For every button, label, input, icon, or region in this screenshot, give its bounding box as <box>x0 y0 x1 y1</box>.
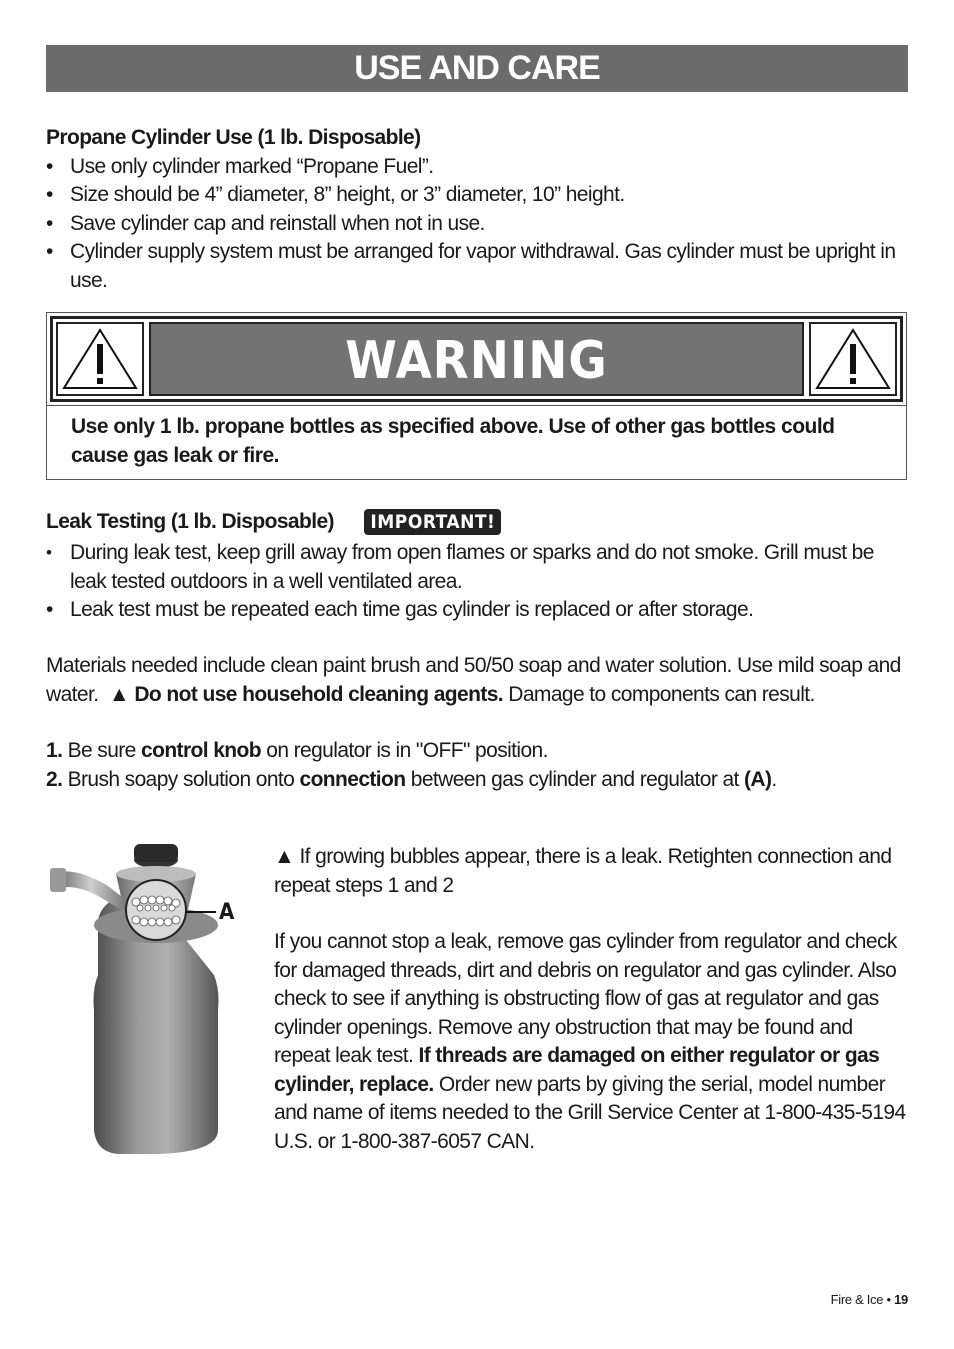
propane-cylinder-illustration <box>48 830 223 1155</box>
warning-triangle-right <box>809 322 897 396</box>
leak-fix-bold: If threads are damaged on either regulator or gas cylinder, replace. <box>274 1044 880 1096</box>
warning-box <box>46 312 907 480</box>
important-badge: IMPORTANT! <box>364 509 501 535</box>
step-text: on regulator is in "OFF" position. <box>266 739 548 762</box>
step-text: Brush soapy solution onto <box>67 768 295 791</box>
footer-separator: • <box>886 1292 891 1307</box>
section-title: USE AND CARE <box>354 49 600 87</box>
bubble-note <box>274 843 914 900</box>
step-item <box>46 766 906 795</box>
bullet-dot: • <box>46 598 53 621</box>
materials-paragraph <box>46 652 906 709</box>
leak-fix-paragraph <box>274 928 906 1156</box>
step-number: 1. <box>46 739 63 762</box>
propane-bullet: Use only cylinder marked “Propane Fuel”. <box>70 155 434 178</box>
step-text: Be sure <box>67 739 136 762</box>
propane-bullet: Save cylinder cap and reinstall when not in use. <box>70 212 485 235</box>
step-bold: (A) <box>744 768 772 791</box>
step-bold: control knob <box>141 739 261 762</box>
step-number: 2. <box>46 768 63 791</box>
leak-bullet: During leak test, keep grill away from open flames or sparks and do not smoke. Grill must be leak tested outdoors in a well ventilated area. <box>70 541 874 593</box>
propane-bullet: Cylinder supply system must be arranged for vapor withdrawal. Gas cylinder must be upright in use. <box>70 240 896 292</box>
bullet-dot: • <box>46 212 53 235</box>
warning-triangle-left <box>56 322 144 396</box>
propane-heading: Propane Cylinder Use (1 lb. Disposable) <box>46 126 421 149</box>
materials-tail: Damage to components can result. <box>508 682 815 706</box>
leak-fix-lead: If you cannot stop a leak, remove gas cylinder from regulator and check for damaged threads, dirt and debris on regulator and gas cylinder. Also check to see if anything is obstructing flow of gas at regulator and gas cylinder openings. Remove any obstruction that may be found and repeat leak test. <box>274 930 897 1067</box>
footer-brand: Fire & Ice <box>830 1292 884 1307</box>
page-number: 19 <box>894 1292 908 1307</box>
warning-title: WARNING <box>149 322 804 396</box>
materials-lead: Materials needed include clean paint brush and 50/50 soap and water solution. Use mild soap and water. <box>46 654 901 706</box>
step-bold: connection <box>299 768 406 791</box>
bullet-dot: • <box>46 240 53 263</box>
bubble-note-text: If growing bubbles appear, there is a leak. Retighten connection and repeat steps 1 and 2 <box>274 845 892 897</box>
step-item <box>46 737 906 766</box>
leak-bullet: Leak test must be repeated each time gas cylinder is replaced or after storage. <box>70 598 754 621</box>
step-text: . <box>771 768 777 791</box>
bullet-dot: • <box>46 183 53 206</box>
bullet-dot: • <box>46 155 53 178</box>
warning-triangle-icon <box>58 324 142 394</box>
warning-divider <box>47 405 906 406</box>
step-text: between gas cylinder and regulator at <box>410 768 739 791</box>
leak-heading: Leak Testing (1 lb. Disposable) <box>46 510 334 533</box>
warning-text: Use only 1 lb. propane bottles as specified above. Use of other gas bottles could cause gas leak or fire. <box>71 415 835 467</box>
leak-fix-tail: Order new parts by giving the serial, model number and name of items needed to the Grill Service Center at 1-800-435-5194 U.S. or 1-800-387-6057 CAN. <box>274 1072 906 1153</box>
caution-icon: ▲ <box>108 682 130 706</box>
caution-icon: ▲ <box>274 845 295 868</box>
warning-header <box>50 316 903 402</box>
page-footer <box>831 1292 908 1307</box>
section-banner <box>46 45 908 92</box>
bullet-dot: • <box>46 543 52 562</box>
materials-bold: Do not use household cleaning agents. <box>134 682 504 706</box>
figure-label-a: A <box>219 900 235 925</box>
warning-triangle-icon <box>811 324 895 394</box>
propane-bullet: Size should be 4” diameter, 8” height, or 3” diameter, 10” height. <box>70 183 625 206</box>
leak-heading-row <box>46 508 501 537</box>
